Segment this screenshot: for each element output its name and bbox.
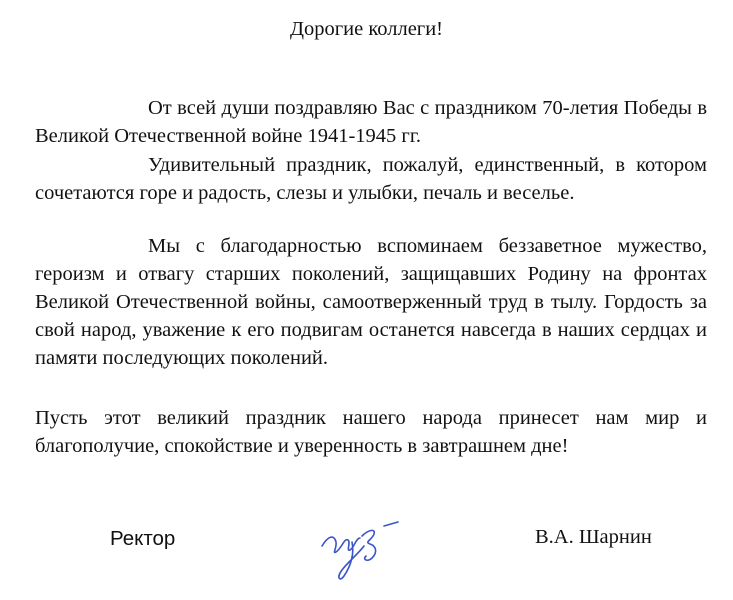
signatory-title: Ректор: [110, 527, 176, 550]
paragraph-text: От всей души поздравляю Вас с праздником 70-летия Победы в Великой Отечественной войне 1941-1945 гг.: [35, 97, 707, 147]
letter-paragraph-4: [35, 404, 707, 460]
paragraph-text: Удивительный праздник, пожалуй, единственный, в котором сочетаются горе и радость, слезы и улыбки, печаль и веселье.: [35, 154, 707, 204]
signatory-name: В.А. Шарнин: [535, 526, 652, 548]
letter-paragraph-1: [35, 94, 707, 150]
letter-paragraph-3: [35, 232, 707, 372]
letter-greeting: Дорогие коллеги!: [290, 18, 443, 40]
paragraph-text: Пусть этот великий праздник нашего народа принесет нам мир и благополучие, спокойствие и уверенность в завтрашнем дне!: [35, 407, 707, 457]
paragraph-text: Мы с благодарностью вспоминаем беззаветное мужество, героизм и отвагу старших поколений, защищавших Родину на фронтах Великой Отечественной войны, самоотверженный труд в тылу. Гордость за свой народ, уважение к его подвигам останется навсегда в наших сердцах и памяти последующих поколений.: [35, 235, 707, 369]
handwritten-signature: [318, 516, 414, 584]
signature-strokes: [322, 522, 398, 579]
letter-paragraph-2: [35, 151, 707, 207]
